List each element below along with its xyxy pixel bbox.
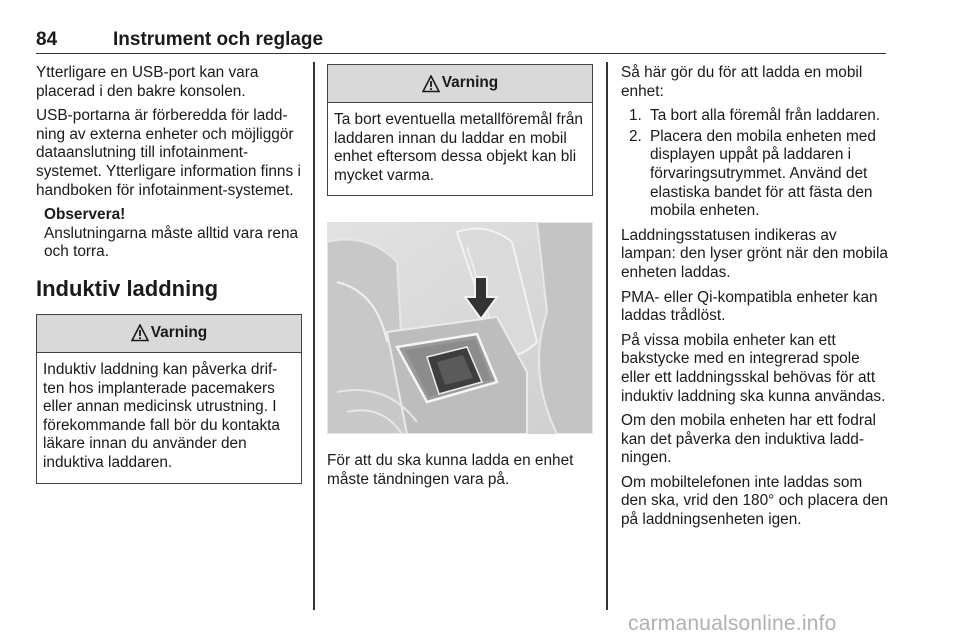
- paragraph: Så här gör du för att ladda en mobil enhet:: [621, 64, 863, 100]
- step-number: 2.: [629, 127, 642, 145]
- paragraph: Om den mobila enheten har ett fodral kan det påverka den induktiva ladd-ningen.: [621, 412, 876, 467]
- step-text: Ta bort alla föremål från laddaren.: [650, 107, 881, 125]
- step-number: 1.: [629, 107, 642, 125]
- steps-list: [621, 107, 889, 221]
- paragraph: USB-portarna är förberedda för ladd-ning av externa enheter och möjliggör dataanslutning till infotainment-systemet. Ytterligare information finns i handboken för infotainment-systemet.: [36, 107, 301, 199]
- note-title: Observera!: [44, 206, 126, 224]
- warning-icon: [422, 75, 440, 93]
- column-divider: [606, 62, 608, 610]
- warning-title: Varning: [150, 324, 208, 342]
- warning-header: [37, 315, 301, 353]
- page-number: 84: [36, 29, 58, 50]
- column-left: [36, 64, 302, 496]
- paragraph: Ytterligare en USB-port kan vara placerad i den bakre konsolen.: [36, 64, 259, 100]
- section-title: Instrument och reglage: [113, 29, 324, 50]
- step-text: Placera den mobila enheten med displayen uppåt på laddaren i förvaringsutrymmet. Använd det elastiska bandet för att fästa den mobila enheten.: [650, 127, 876, 220]
- note: [36, 206, 302, 262]
- charger-illustration: [327, 222, 593, 434]
- warning-text: Ta bort eventuella metallföremål från laddaren innan du laddar en mobil enhet eftersom dessa objekt kan bli mycket varma.: [334, 111, 583, 184]
- warning-header: [328, 65, 592, 103]
- paragraph: PMA- eller Qi-kompatibla enheter kan laddas trådlöst.: [621, 288, 878, 325]
- page-header: [36, 26, 886, 54]
- list-item: [621, 128, 889, 221]
- warning-text: Induktiv laddning kan påverka drif-ten hos implanterade pacemakers eller annan medicinsk utrustning. I förekommande fall bör du kontakta läkare innan du använder den induktiva laddaren.: [43, 360, 280, 471]
- figure-caption: För att du ska kunna ladda en enhet måste tändningen vara på.: [327, 451, 574, 488]
- paragraph: Laddningsstatusen indikeras av lampan: den lyser grönt när den mobila enheten laddas.: [621, 226, 888, 281]
- column-middle: [327, 64, 593, 495]
- warning-title: Varning: [441, 74, 499, 92]
- watermark: carmanualsonline.info: [628, 612, 837, 635]
- list-item: [621, 107, 889, 126]
- column-divider: [313, 62, 315, 610]
- note-text: Anslutningarna måste alltid vara rena och torra.: [44, 224, 299, 261]
- column-right: [621, 64, 889, 536]
- section-heading: Induktiv laddning: [36, 275, 219, 301]
- warning-box: [327, 64, 593, 196]
- paragraph: Om mobiltelefonen inte laddas som den ska, vrid den 180° och placera den på laddningsenheten igen.: [621, 473, 889, 529]
- warning-box: [36, 314, 302, 484]
- paragraph: På vissa mobila enheter kan ett bakstycke med en integrerad spole eller ett laddningsskal behövas för att induktiv laddning ska kunna användas.: [621, 331, 886, 405]
- warning-icon: [131, 324, 149, 342]
